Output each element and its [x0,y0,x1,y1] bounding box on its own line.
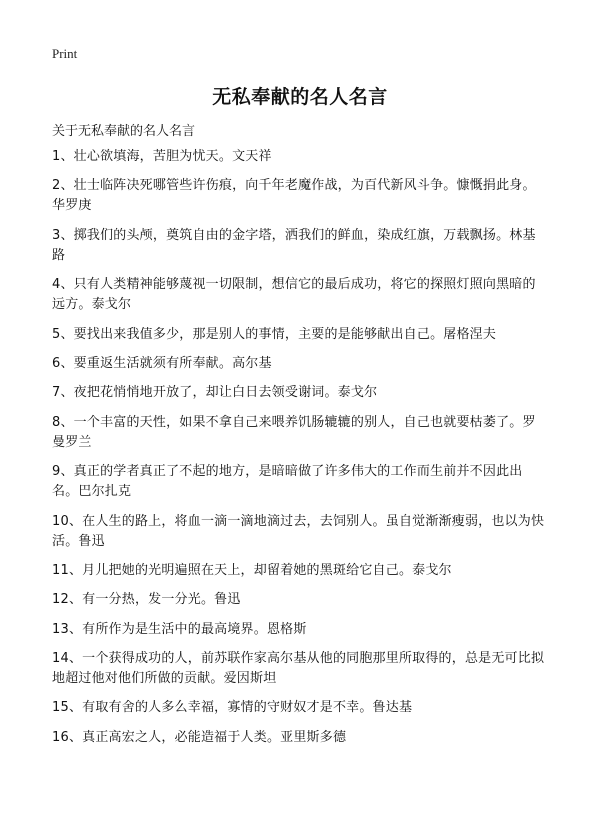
quote-list [52,147,548,757]
quote-item-2: 2、壮士临阵决死哪管些许伤痕，向千年老魔作战，为百代新风斗争。慷慨捐此身。华罗庚 [52,178,536,214]
quote-item-11: 11、月儿把她的光明遍照在天上，却留着她的黑斑给它自己。泰戈尔 [52,562,452,578]
quote-item-3: 3、掷我们的头颅，奠筑自由的金字塔，洒我们的鲜血，染成红旗，万载飘扬。林基路 [52,227,536,263]
quote-item-1: 1、壮心欲填海，苦胆为忧天。文天祥 [52,149,272,164]
quote-item-14: 14、一个获得成功的人，前苏联作家高尔基从他的同胞那里所取得的，总是无可比拟地超过他对他们所做的贡献。爱因斯坦 [52,651,545,687]
quote-item-7: 7、夜把花悄悄地开放了，却让白日去领受谢词。泰戈尔 [52,385,378,401]
page-title: 无私奉献的名人名言 [212,86,388,108]
quote-item-12: 12、有一分热，发一分光。鲁迅 [52,592,241,608]
document-subtitle: 关于无私奉献的名人名言 [52,124,196,139]
quote-item-10: 10、在人生的路上，将血一滴一滴地滴过去，去饲别人。虽自觉渐渐瘦弱，也以为快活。鲁迅 [52,513,545,549]
quote-item-16: 16、真正高宏之人，必能造福于人类。亚里斯多德 [52,729,347,745]
quote-item-13: 13、有所作为是生活中的最高境界。恩格斯 [52,621,307,637]
quote-item-4: 4、只有人类精神能够蔑视一切限制，想信它的最后成功，将它的探照灯照向黑暗的远方。泰戈尔 [52,277,536,313]
quote-item-15: 15、有取有舍的人多么幸福，寡情的守财奴才是不幸。鲁达基 [52,700,413,716]
print-link[interactable]: Print [52,46,78,61]
quote-item-5: 5、要找出来我值多少，那是别人的事情，主要的是能够献出自己。屠格涅夫 [52,326,497,342]
quote-item-8: 8、一个丰富的天性，如果不拿自己来喂养饥肠辘辘的别人，自己也就要枯萎了。罗曼罗兰 [52,414,536,450]
quote-item-6: 6、要重返生活就须有所奉献。高尔基 [52,355,272,371]
quote-item-9: 9、真正的学者真正了不起的地方，是暗暗做了许多伟大的工作而生前并不因此出名。巴尔扎克 [52,464,523,500]
